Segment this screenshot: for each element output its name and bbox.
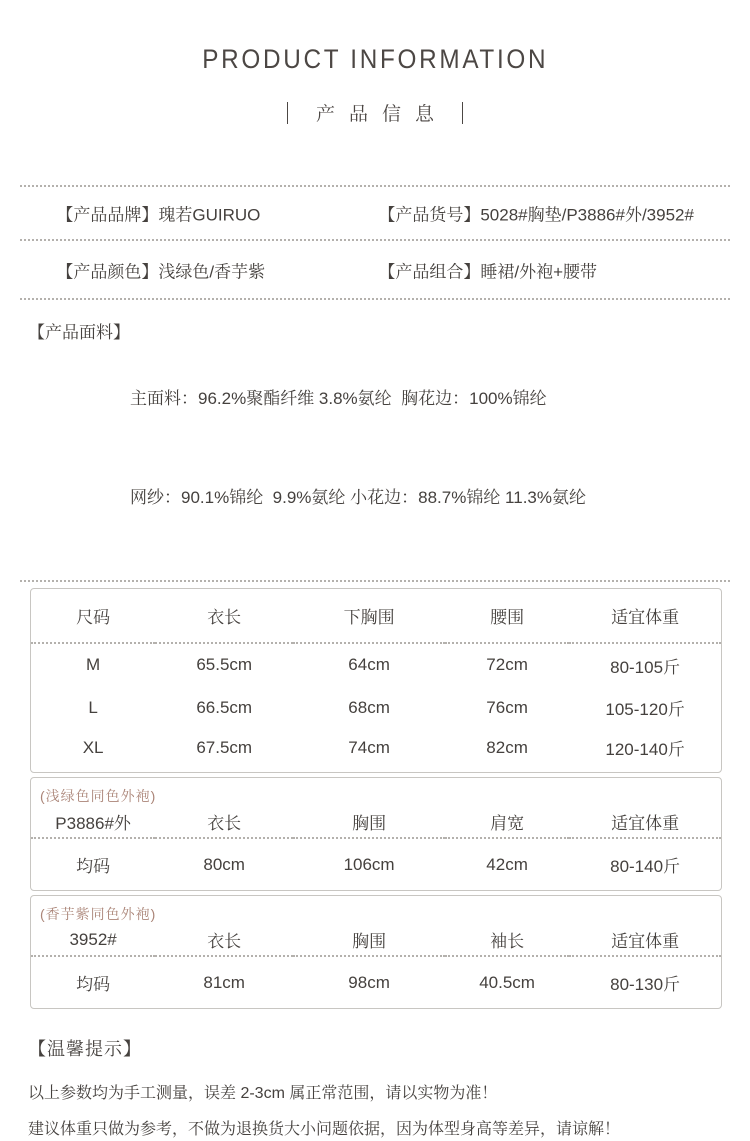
table-cell: 98cm	[348, 972, 390, 992]
col-header-weight: 适宜体重	[569, 924, 721, 956]
tips-title: 【温馨提示】	[28, 1039, 142, 1059]
col-header-length: 衣长	[155, 589, 293, 643]
table-cell: 82cm	[486, 737, 528, 757]
col-header-underbust: 下胸围	[293, 589, 445, 643]
table-cell: 67.5cm	[196, 737, 253, 757]
table-cell: 68cm	[348, 697, 390, 717]
table-row	[31, 643, 721, 686]
combination-value: 睡裙/外袍+腰带	[480, 262, 597, 281]
table-row	[31, 686, 721, 729]
table-cell: 40.5cm	[479, 972, 535, 992]
table-cell: 42cm	[486, 854, 528, 874]
col-header-bust: 胸围	[293, 806, 445, 838]
col-header-weight: 适宜体重	[569, 806, 721, 838]
combination-pair	[350, 237, 597, 302]
table-label-purple: (香芋紫同色外袍)	[40, 906, 157, 922]
fabric-line-1: 主面料：96.2%聚酯纤维 3.8%氨纶 胸花边：100%锦纶	[130, 389, 547, 408]
color-pair	[28, 237, 265, 302]
size-table-main	[30, 588, 722, 773]
table-cell: 64cm	[348, 655, 390, 674]
table-row	[31, 956, 721, 1008]
table-cell: 81cm	[203, 972, 245, 992]
color-value: 浅绿色/香芋紫	[158, 262, 266, 281]
tips-section	[0, 1013, 750, 1141]
brand-value: 瑰若GUIRUO	[158, 205, 261, 225]
subtitle-row	[0, 99, 750, 126]
table-cell: 均码	[76, 857, 111, 876]
col-header-model: P3886#外	[31, 806, 155, 838]
table-cell: 76cm	[486, 697, 528, 717]
subtitle-right-bar	[462, 102, 463, 124]
table-header-row	[31, 806, 721, 838]
fabric-section	[0, 300, 750, 580]
size-table-purple-robe	[30, 895, 722, 1009]
table-cell: 120-140斤	[605, 740, 685, 759]
table-cell: M	[86, 655, 101, 674]
col-header-weight: 适宜体重	[569, 589, 721, 643]
table-cell: 106cm	[343, 854, 395, 874]
table-cell: 74cm	[348, 737, 390, 757]
table-cell: 80-130斤	[610, 975, 681, 994]
size-table-green-robe	[30, 777, 722, 891]
table-header-row	[31, 589, 721, 643]
table-cell: 66.5cm	[196, 697, 253, 717]
col-header-length: 衣长	[155, 806, 293, 838]
fabric-line-2: 网纱：90.1%锦纶 9.9%氨纶 小花边：88.7%锦纶 11.3%氨纶	[130, 488, 586, 507]
info-row-color	[0, 241, 750, 298]
table-cell: XL	[82, 737, 104, 757]
table-cell: 105-120斤	[605, 700, 685, 719]
page-header	[0, 0, 750, 185]
col-header-sleeve: 袖长	[445, 924, 569, 956]
table-header-row	[31, 924, 721, 956]
page-subtitle: 产品信息	[315, 104, 448, 125]
table-row	[31, 729, 721, 772]
col-header-model: 3952#	[31, 924, 155, 956]
fabric-label: 【产品面料】	[28, 323, 130, 342]
item-number-pair	[350, 181, 694, 246]
color-label: 【产品颜色】	[56, 262, 159, 281]
brand-pair	[28, 181, 260, 246]
item-number-value: 5028#胸垫/P3886#外/3952#	[480, 205, 694, 225]
tips-line-1: 以上参数均为手工测量，误差 2-3cm 属正常范围，请以实物为准！	[28, 1085, 498, 1102]
page-title: PRODUCT INFORMATION	[201, 44, 549, 74]
table-cell: 72cm	[486, 655, 528, 674]
combination-label: 【产品组合】	[378, 262, 481, 281]
table-cell: 65.5cm	[196, 655, 253, 674]
table-cell: 80-140斤	[610, 857, 681, 876]
table-cell: 80-105斤	[610, 657, 681, 677]
brand-label: 【产品品牌】	[56, 205, 159, 225]
item-number-label: 【产品货号】	[378, 205, 481, 225]
table-cell: L	[88, 697, 98, 717]
tips-line-2: 建议体重只做为参考，不做为退换货大小问题依据，因为体型身高等差异，请谅解！	[28, 1121, 621, 1138]
dotted-divider	[20, 580, 730, 582]
col-header-size: 尺码	[31, 589, 155, 643]
col-header-shoulder: 肩宽	[445, 806, 569, 838]
table-cell: 均码	[76, 975, 111, 994]
col-header-bust: 胸围	[293, 924, 445, 956]
table-label-green: (浅绿色同色外袍)	[40, 788, 157, 804]
table-cell: 80cm	[203, 854, 245, 874]
info-row-brand	[0, 187, 750, 239]
table-row	[31, 838, 721, 890]
col-header-length: 衣长	[155, 924, 293, 956]
subtitle-left-bar	[287, 102, 288, 124]
col-header-waist: 腰围	[445, 589, 569, 643]
fabric-lines	[130, 316, 586, 580]
